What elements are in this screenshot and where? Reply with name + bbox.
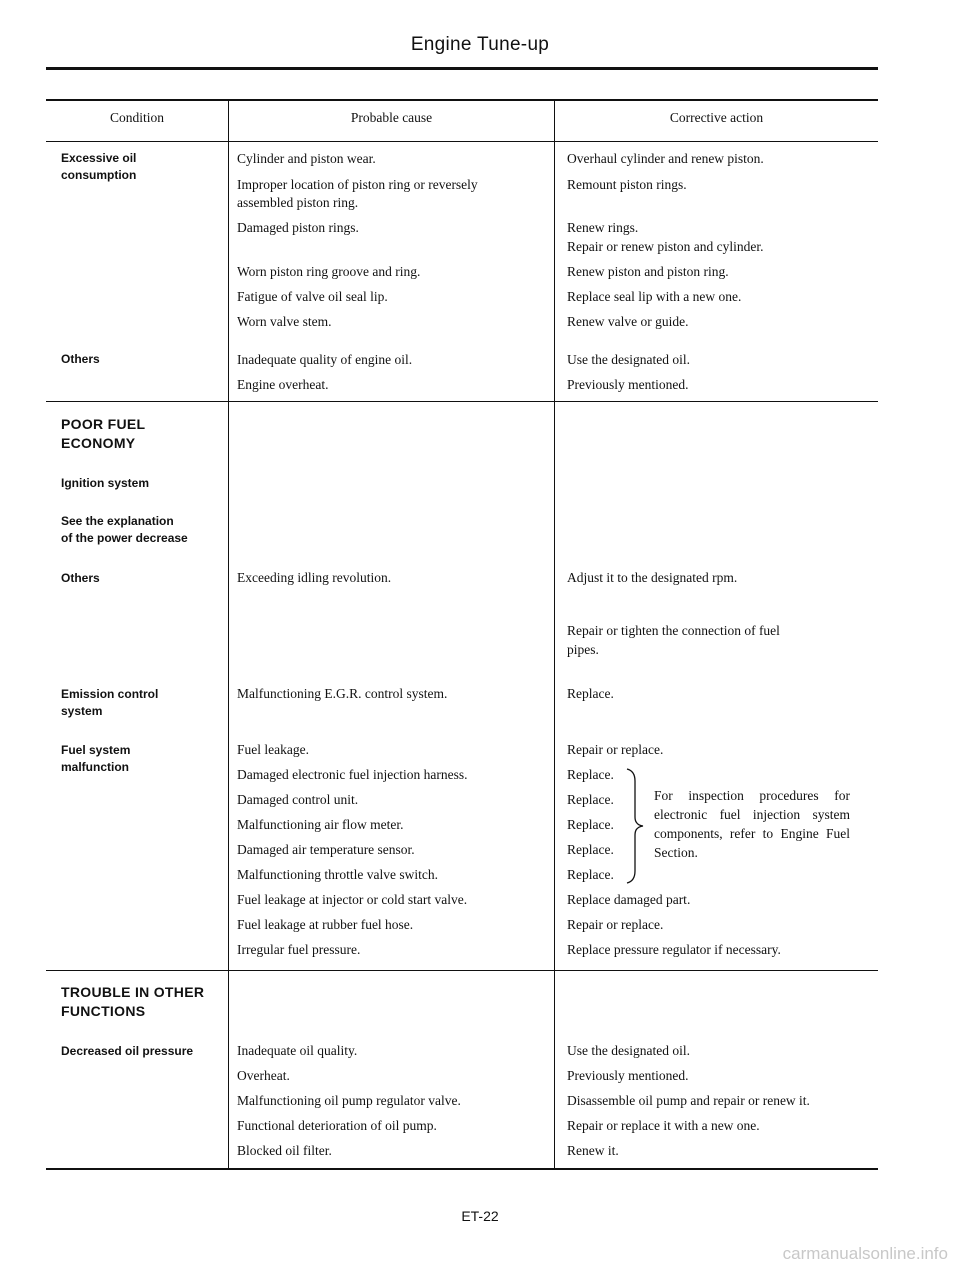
cause-text: Inadequate oil quality. bbox=[237, 1043, 358, 1058]
condition-excessive-oil-2: consumption bbox=[61, 168, 137, 182]
section-rule-1 bbox=[46, 401, 878, 402]
section-rule-2 bbox=[46, 970, 878, 971]
section-heading-poor-fuel: POOR FUEL bbox=[61, 416, 146, 432]
cause-text: Fatigue of valve oil seal lip. bbox=[237, 289, 388, 304]
condition-ignition-system: Ignition system bbox=[61, 476, 150, 490]
action-text: Replace pressure regulator if necessary. bbox=[567, 942, 781, 957]
cause-text: Worn valve stem. bbox=[237, 314, 332, 329]
condition-excessive-oil: Excessive oil bbox=[61, 151, 137, 165]
action-text: Overhaul cylinder and renew piston. bbox=[567, 151, 764, 166]
action-text: Renew rings. bbox=[567, 220, 639, 235]
cause-text: Malfunctioning E.G.R. control system. bbox=[237, 686, 448, 701]
action-text: Previously mentioned. bbox=[567, 1068, 689, 1083]
action-text: Replace. bbox=[567, 767, 614, 782]
section-heading-trouble: TROUBLE IN OTHER bbox=[61, 984, 205, 1000]
action-text: Replace. bbox=[567, 792, 614, 807]
cause-text: Fuel leakage at injector or cold start valve. bbox=[237, 892, 468, 907]
action-text: Repair or replace. bbox=[567, 917, 664, 932]
action-text: Use the designated oil. bbox=[567, 352, 690, 367]
action-text: Replace. bbox=[567, 867, 614, 882]
action-text: Disassemble oil pump and repair or renew it. bbox=[567, 1093, 810, 1108]
condition-decreased-oil-pressure: Decreased oil pressure bbox=[61, 1044, 194, 1058]
action-text: Replace. bbox=[567, 686, 614, 701]
cause-text: Engine overheat. bbox=[237, 377, 329, 392]
cause-text: Worn piston ring groove and ring. bbox=[237, 264, 421, 279]
title-rule bbox=[46, 67, 878, 70]
condition-others: Others bbox=[61, 352, 100, 366]
action-text: Replace damaged part. bbox=[567, 892, 691, 907]
action-text: Repair or renew piston and cylinder. bbox=[567, 239, 764, 254]
page-title: Engine Tune-up bbox=[410, 34, 550, 55]
cause-text: Cylinder and piston wear. bbox=[237, 151, 376, 166]
cause-text: Damaged control unit. bbox=[237, 792, 359, 807]
table-top-rule bbox=[46, 99, 878, 101]
cause-text: Exceeding idling revolution. bbox=[237, 570, 392, 585]
action-text: Replace seal lip with a new one. bbox=[567, 289, 742, 304]
cause-text: Inadequate quality of engine oil. bbox=[237, 352, 413, 367]
watermark: carmanualsonline.info bbox=[782, 1244, 948, 1263]
action-text: Renew it. bbox=[567, 1143, 619, 1158]
table-bottom-rule bbox=[46, 1168, 878, 1170]
action-text: Replace. bbox=[567, 817, 614, 832]
section-heading-trouble-2: FUNCTIONS bbox=[61, 1003, 146, 1019]
header-condition: Condition bbox=[109, 110, 164, 125]
cause-text: Blocked oil filter. bbox=[237, 1143, 332, 1158]
cause-text: Malfunctioning throttle valve switch. bbox=[237, 867, 438, 882]
header-corrective-action: Corrective action bbox=[669, 110, 764, 125]
cause-text: Fuel leakage at rubber fuel hose. bbox=[237, 917, 414, 932]
condition-fuel-system-2: malfunction bbox=[61, 760, 129, 774]
cause-text: Improper location of piston ring or reversely bbox=[237, 177, 478, 192]
action-text: Use the designated oil. bbox=[567, 1043, 690, 1058]
condition-see-explanation: See the explanation bbox=[61, 514, 174, 528]
page-number: ET-22 bbox=[461, 1208, 499, 1224]
action-text: Renew piston and piston ring. bbox=[567, 264, 729, 279]
cause-text: Malfunctioning air flow meter. bbox=[237, 817, 404, 832]
condition-emission-control-2: system bbox=[61, 704, 103, 718]
header-probable-cause: Probable cause bbox=[350, 110, 433, 125]
cause-text: Damaged air temperature sensor. bbox=[237, 842, 415, 857]
column-divider-2 bbox=[554, 99, 555, 1169]
cause-text: Malfunctioning oil pump regulator valve. bbox=[237, 1093, 461, 1108]
cause-text: Overheat. bbox=[237, 1068, 290, 1083]
cause-text: Damaged piston rings. bbox=[237, 220, 359, 235]
action-text: Adjust it to the designated rpm. bbox=[567, 570, 738, 585]
action-text: Renew valve or guide. bbox=[567, 314, 689, 329]
cause-text: Damaged electronic fuel injection harness. bbox=[237, 767, 468, 782]
cause-text: Functional deterioration of oil pump. bbox=[237, 1118, 437, 1133]
action-text: Previously mentioned. bbox=[567, 377, 689, 392]
action-text: pipes. bbox=[567, 642, 599, 657]
condition-see-explanation-2: of the power decrease bbox=[61, 531, 188, 545]
cause-text: Irregular fuel pressure. bbox=[237, 942, 361, 957]
condition-others-fuel: Others bbox=[61, 571, 100, 585]
cause-text: Fuel leakage. bbox=[237, 742, 309, 757]
condition-emission-control: Emission control bbox=[61, 687, 159, 701]
condition-fuel-system: Fuel system bbox=[61, 743, 131, 757]
brace-icon bbox=[623, 767, 651, 885]
brace-note: For inspection procedures for electronic fuel injection system components, refer to Engine Fuel Section. bbox=[654, 788, 850, 860]
action-text: Remount piston rings. bbox=[567, 177, 687, 192]
cause-text: assembled piston ring. bbox=[237, 195, 359, 210]
action-text: Repair or replace it with a new one. bbox=[567, 1118, 760, 1133]
action-text: Replace. bbox=[567, 842, 614, 857]
column-divider-1 bbox=[228, 99, 229, 1169]
action-text: Repair or replace. bbox=[567, 742, 664, 757]
header-rule bbox=[46, 141, 878, 142]
section-heading-poor-fuel-2: ECONOMY bbox=[61, 435, 136, 451]
action-text: Repair or tighten the connection of fuel bbox=[567, 623, 780, 638]
